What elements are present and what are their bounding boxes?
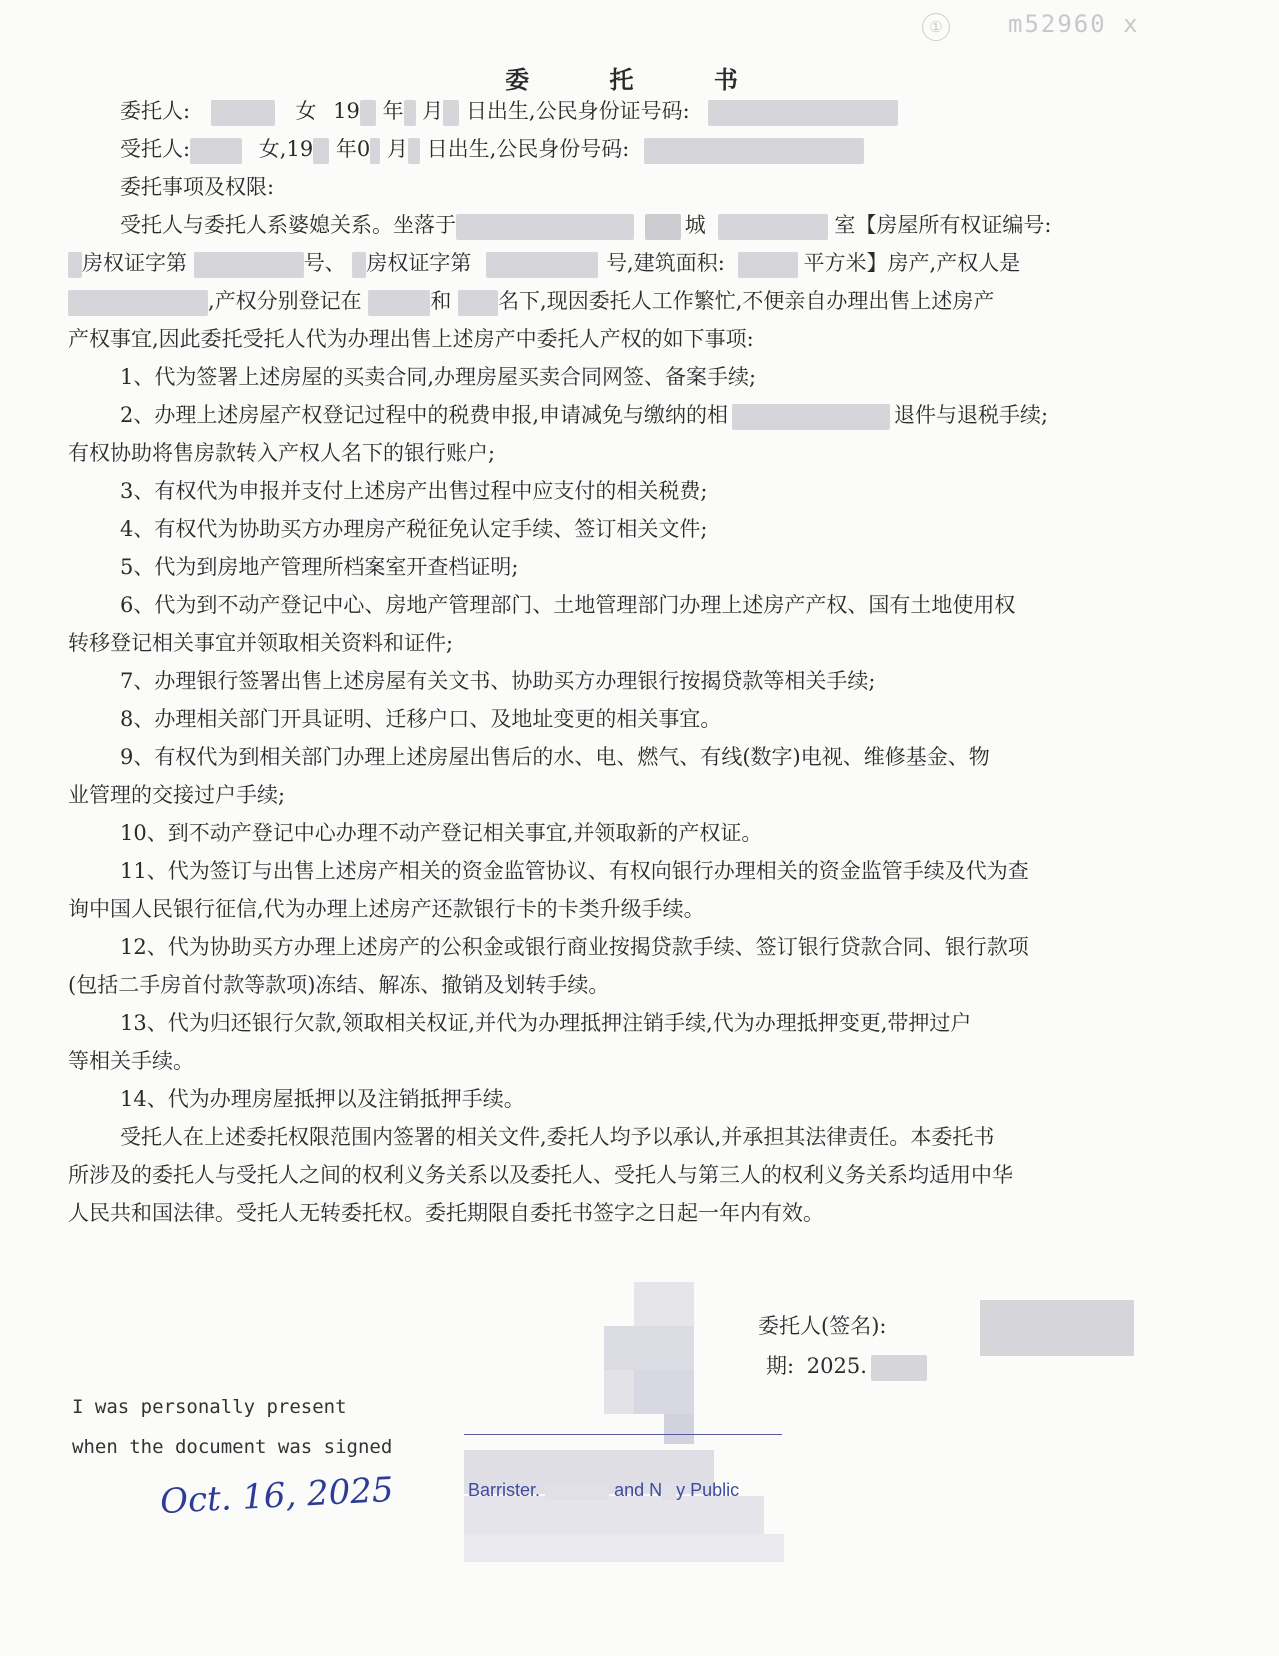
intro-line-3: [68, 282, 1218, 320]
item-11: 11、代为签订与出售上述房产相关的资金监管协议、有权向银行办理相关的资金监管手续及代为查: [120, 859, 1029, 883]
notary-text-1: Barrister.: [468, 1480, 541, 1500]
signature-label: 委托人(签名):: [758, 1314, 887, 1338]
agent-birth-tail: 日出生,公民身份号码:: [426, 137, 630, 161]
notary-text-2: and N: [614, 1480, 663, 1500]
item-5: 5、代为到房地产管理所档案室开查档证明;: [120, 555, 519, 579]
redacted-text: [662, 1482, 676, 1500]
item-12: 12、代为协助买方办理上述房产的公积金或银行商业按揭贷款手续、签订银行贷款合同、银行款项: [120, 935, 1029, 959]
item-7: 7、办理银行签署出售上述房屋有关文书、协助买方办理银行按揭贷款等相关手续;: [120, 669, 876, 693]
redacted-text: [545, 1482, 609, 1500]
redacted-digit: [370, 138, 380, 164]
date-label: 期:: [766, 1354, 795, 1378]
item-13: 13、代为归还银行欠款,领取相关权证,并代为办理抵押注销手续,代为办理抵押变更,带押过户: [120, 1011, 972, 1035]
redacted-area: [738, 252, 798, 278]
redacted-code: [352, 252, 366, 278]
item-11-cont: 询中国人民银行征信,代为办理上述房产还款银行卡的卡类升级手续。: [68, 897, 705, 921]
principal-birth-tail: 日出生,公民身份证号码:: [465, 99, 690, 123]
redacted-name: [190, 138, 242, 164]
notary-caption: [468, 1480, 739, 1501]
item-10: 10、到不动产登记中心办理不动产登记相关事宜,并领取新的产权证。: [120, 821, 763, 845]
redacted-signature: [980, 1300, 1134, 1356]
intro-text: 名下,现因委托人工作繁忙,不便亲自办理出售上述房产: [498, 289, 995, 313]
redacted-digit: [360, 100, 376, 126]
agent-label: 受托人:: [120, 137, 191, 161]
item-text: 2、办理上述房屋产权登记过程中的税费申报,申请减免与缴纳的相: [120, 403, 729, 427]
intro-line-4: 产权事宜,因此委托受托人代为办理出售上述房产中委托人产权的如下事项:: [68, 327, 754, 351]
redacted-owner: [68, 290, 208, 316]
agent-year: 年: [335, 137, 357, 161]
redacted-notary-stamp: [464, 1282, 804, 1562]
agent-month: 月: [386, 137, 408, 161]
agent-birth-prefix: 19: [286, 137, 314, 161]
corner-circle-mark: ①: [922, 13, 950, 41]
handwritten-date: Oct. 16, 2025: [159, 1469, 395, 1523]
closing-line-2: 所涉及的委托人与受托人之间的权利义务关系以及委托人、受托人与第三人的权利义务关系均适用中华: [68, 1163, 1013, 1187]
english-statement-line-1: I was personally present: [72, 1396, 347, 1418]
intro-line-1: [120, 206, 1270, 244]
intro-text: 平方米】房产,产权人是: [803, 251, 1021, 275]
notary-signature-line: [464, 1434, 782, 1435]
intro-text: ,产权分别登记在: [208, 289, 362, 313]
corner-code: m52960 x: [1008, 10, 1140, 38]
agent-line: [120, 130, 1270, 168]
item-13-cont: 等相关手续。: [68, 1049, 194, 1073]
item-4: 4、有权代为协助买方办理房产税征免认定手续、签订相关文件;: [120, 517, 708, 541]
redacted-digit: [313, 138, 329, 164]
redacted-name: [211, 100, 275, 126]
intro-line-2: [68, 244, 1218, 282]
principal-year: 年: [382, 99, 404, 123]
item-14: 14、代为办理房屋抵押以及注销抵押手续。: [120, 1087, 525, 1111]
redacted-code: [486, 252, 598, 278]
principal-month: 月: [422, 99, 444, 123]
intro-text: 城: [684, 213, 706, 237]
item-9-cont: 业管理的交接过户手续;: [68, 783, 286, 807]
redacted-address: [718, 214, 828, 240]
redacted-owner: [458, 290, 498, 316]
corner-handwriting: [922, 10, 1140, 41]
redacted-address: [645, 214, 681, 240]
principal-sex: 女: [295, 99, 317, 123]
redacted-address: [456, 214, 634, 240]
item-2-cont: 有权协助将售房款转入产权人名下的银行账户;: [68, 441, 496, 465]
intro-text: 号,建筑面积:: [606, 251, 725, 275]
redacted-id-number: [644, 138, 864, 164]
notary-text-3: y Public: [676, 1480, 740, 1500]
intro-text: 室【房屋所有权证编号:: [834, 213, 1052, 237]
agent-month-prefix: 0: [356, 137, 371, 161]
intro-text: 房权证字第: [82, 251, 187, 275]
closing-line-1: 受托人在上述委托权限范围内签署的相关文件,委托人均予以承认,并承担其法律责任。本委托书: [120, 1125, 995, 1149]
intro-text: 号、: [303, 251, 346, 275]
principal-line: [120, 92, 1270, 130]
redacted-digit: [408, 138, 420, 164]
item-2: [120, 396, 1270, 434]
signature-date: [766, 1350, 927, 1381]
document-title: 委 托 书: [505, 65, 774, 94]
redacted-code: [194, 252, 304, 278]
redacted-digit: [404, 100, 416, 126]
item-8: 8、办理相关部门开具证明、迁移户口、及地址变更的相关事宜。: [120, 707, 722, 731]
intro-text: 房权证字第: [366, 251, 472, 275]
redacted-date: [871, 1355, 927, 1381]
scope-heading: 委托事项及权限:: [120, 175, 275, 199]
redacted-owner: [368, 290, 430, 316]
redacted-code: [68, 252, 82, 278]
item-3: 3、有权代为申报并支付上述房产出售过程中应支付的相关税费;: [120, 479, 708, 503]
item-text: 退件与退税手续;: [894, 403, 1049, 427]
intro-text: 和: [430, 289, 452, 313]
redacted-text: [732, 404, 890, 430]
redacted-id-number: [708, 100, 898, 126]
principal-label: 委托人:: [120, 99, 191, 123]
item-6: 6、代为到不动产登记中心、房地产管理部门、土地管理部门办理上述房产产权、国有土地使用权: [120, 593, 1016, 617]
english-statement-line-2: when the document was signed: [72, 1436, 393, 1458]
principal-birth-prefix: 19: [333, 99, 360, 123]
closing-line-3: 人民共和国法律。受托人无转委托权。委托期限自委托书签字之日起一年内有效。: [68, 1201, 824, 1225]
item-1: 1、代为签署上述房屋的买卖合同,办理房屋买卖合同网签、备案手续;: [120, 365, 757, 389]
date-value: 2025.: [806, 1354, 867, 1378]
agent-sex: 女,: [258, 137, 287, 161]
item-12-cont: (包括二手房首付款等款项)冻结、解冻、撤销及划转手续。: [68, 973, 610, 997]
item-6-cont: 转移登记相关事宜并领取相关资料和证件;: [68, 631, 454, 655]
intro-text: 受托人与委托人系婆媳关系。坐落于: [120, 213, 456, 237]
item-9: 9、有权代为到相关部门办理上述房屋出售后的水、电、燃气、有线(数字)电视、维修基金、物: [120, 745, 990, 769]
redacted-digit: [443, 100, 459, 126]
